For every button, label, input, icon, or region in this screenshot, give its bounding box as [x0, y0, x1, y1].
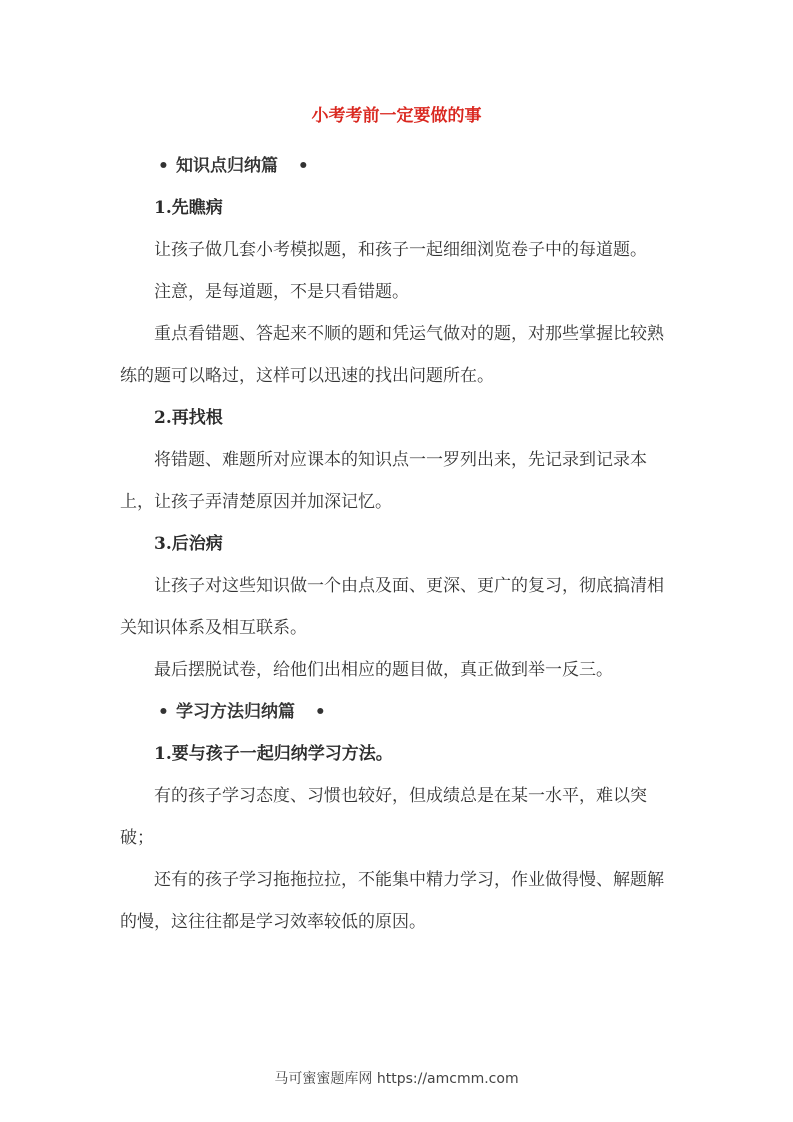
- paragraph: 让孩子做几套小考模拟题，和孩子一起细细浏览卷子中的每道题。: [154, 240, 647, 260]
- section-heading-methods: [120, 691, 680, 733]
- page-footer: 马可蜜蜜题库网 https://amcmm.com: [274, 1071, 519, 1087]
- section-heading-text: 知识点归纳篇: [176, 156, 278, 176]
- paragraph: 让孩子对这些知识做一个由点及面、更深、更广的复习，彻底搞清相关知识体系及相互联系。: [120, 576, 664, 638]
- paragraph: 有的孩子学习态度、习惯也较好，但成绩总是在某一水平，难以突破；: [120, 786, 647, 848]
- paragraph: 将错题、难题所对应课本的知识点一一罗列出来，先记录到记录本上，让孩子弄清楚原因并加深记忆。: [120, 450, 647, 512]
- section-heading-knowledge: [120, 145, 680, 187]
- paragraph: 还有的孩子学习拖拖拉拉，不能集中精力学习，作业做得慢、解题解的慢，这往往都是学习效率较低的原因。: [120, 870, 664, 932]
- bullet-icon: •: [297, 156, 309, 176]
- bullet-icon: •: [314, 702, 326, 722]
- paragraph: 最后摆脱试卷，给他们出相应的题目做，真正做到举一反三。: [154, 660, 613, 680]
- paragraph: 注意，是每道题，不是只看错题。: [154, 282, 409, 302]
- item-heading: 1.要与孩子一起归纳学习方法。: [154, 744, 393, 764]
- item-heading: 2.再找根: [154, 408, 223, 428]
- bullet-icon: •: [158, 702, 169, 722]
- section-heading-text: 学习方法归纳篇: [176, 702, 295, 722]
- paragraph: 重点看错题、答起来不顺的题和凭运气做对的题，对那些掌握比较熟练的题可以略过，这样可以迅速的找出问题所在。: [120, 324, 664, 386]
- document-title: 小考考前一定要做的事: [311, 106, 482, 126]
- item-heading: 1.先瞧病: [154, 198, 223, 218]
- document-body: [120, 145, 680, 943]
- item-heading: 3.后治病: [154, 534, 223, 554]
- bullet-icon: •: [158, 156, 169, 176]
